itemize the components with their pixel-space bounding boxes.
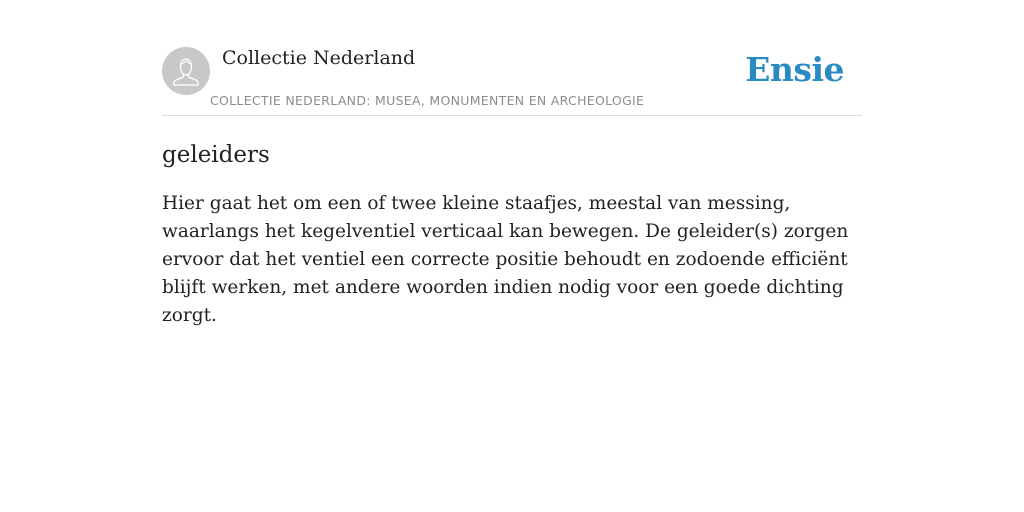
brand-logo[interactable]: Ensie xyxy=(745,50,844,89)
user-icon xyxy=(162,47,210,95)
author-avatar[interactable] xyxy=(162,47,210,95)
entry-definition: Hier gaat het om een of twee kleine staafjes, meestal van messing, waarlangs het kegelventiel verticaal kan bewegen. De geleider(s) zorgen ervoor dat het ventiel een correcte positie behoudt en zodoende efficiënt blijft werken, met andere woorden indien nodig voor een goede dichting zorgt. xyxy=(162,193,849,326)
source-label[interactable]: COLLECTIE NEDERLAND: MUSEA, MONUMENTEN EN ARCHEOLOGIE xyxy=(210,93,645,108)
entry-term: geleiders xyxy=(162,142,270,168)
author-name[interactable]: Collectie Nederland xyxy=(222,47,416,69)
entry-card xyxy=(162,46,862,330)
entry-header xyxy=(162,46,862,116)
